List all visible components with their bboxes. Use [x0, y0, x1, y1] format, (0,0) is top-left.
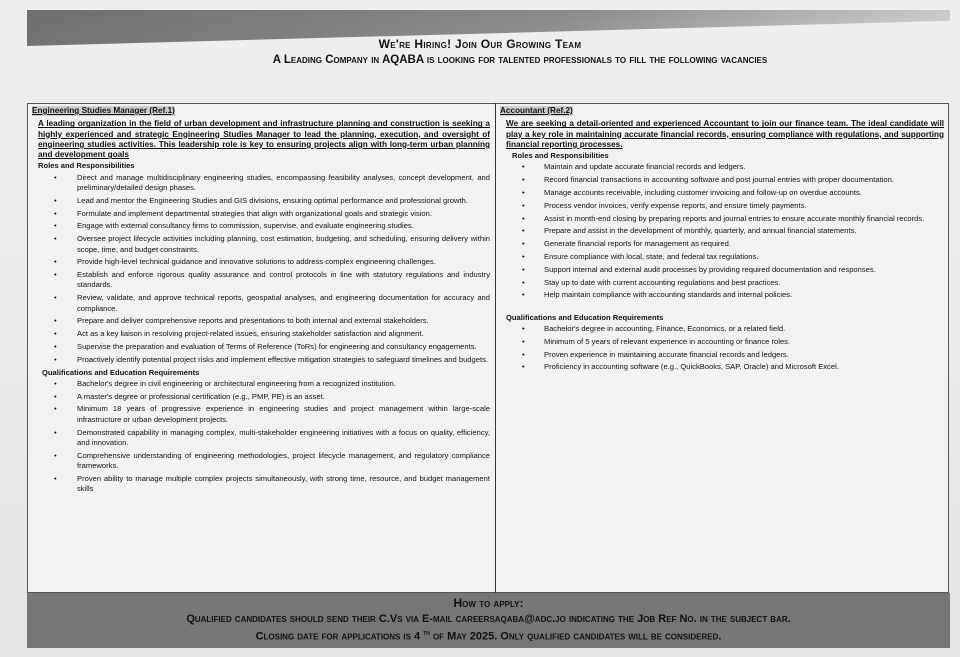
closing-date-suffix: th: [423, 630, 430, 637]
list-item: • Record financial transactions in accounting software and post journal entries with proper documentation.: [500, 175, 944, 185]
closing-date-text-end: of May 2025. Only qualified candidates will be considered.: [429, 630, 722, 643]
job-column-engineering: [32, 106, 490, 497]
list-item: • Prepare and deliver comprehensive reports and presentations to both internal and external stakeholders.: [32, 316, 490, 326]
job-intro: We are seeking a detail-oriented and experienced Accountant to join our finance team. The ideal candidate will play a key role in maintaining accurate financial records, ensuring compliance with regulations, and supporting financial reporting processes.: [506, 119, 944, 149]
how-to-apply-band: [27, 593, 950, 648]
list-item: • A master's degree or professional certification (e.g., PMP, PE) is an asset.: [32, 392, 490, 402]
roles-list: [500, 162, 944, 300]
list-item: • Maintain and update accurate financial records and ledgers.: [500, 162, 944, 172]
closing-date-text: Closing date for applications is 4: [255, 630, 424, 643]
list-item: • Comprehensive understanding of engineering methodologies, project lifecycle management, and regulatory compliance frameworks.: [32, 451, 490, 472]
list-item: • Engage with external consultancy firms to commission, supervise, and evaluate engineering studies.: [32, 221, 490, 231]
company-subheadline: A Leading Company in AQABA is looking for talented professionals to fill the following vacancies: [272, 54, 768, 66]
job-column-accountant: [500, 106, 944, 375]
roles-heading: Roles and Responsibilities: [512, 151, 609, 161]
list-item: • Stay up to date with current accounting regulations and best practices.: [500, 278, 944, 288]
list-item: • Assist in month-end closing by preparing reports and journal entries to ensure accurate monthly financial records.: [500, 214, 944, 224]
list-item: • Minimum 18 years of progressive experience in engineering studies and project management within large-scale infrastructure or urban development projects.: [32, 404, 490, 425]
list-item: • Minimum of 5 years of relevant experience in accounting or finance roles.: [500, 337, 944, 347]
job-title: Accountant (Ref.2): [500, 106, 573, 115]
list-item: • Proven ability to manage multiple complex projects simultaneously, with strong time, resource, and budget management skills: [32, 474, 490, 495]
qualifications-list: [32, 379, 490, 494]
roles-list: [32, 173, 490, 365]
column-divider: [495, 103, 496, 593]
hiring-headline: We're Hiring! Join Our Growing Team: [378, 37, 582, 51]
list-item: • Lead and mentor the Engineering Studies and GIS divisions, ensuring optimal performance and professional growth.: [32, 196, 490, 206]
list-item: • Support internal and external audit processes by providing required documentation and responses.: [500, 265, 944, 275]
list-item: • Bachelor's degree in civil engineering or architectural engineering from a recognized institution.: [32, 379, 490, 389]
list-item: • Process vendor invoices, verify expense reports, and ensure timely payments.: [500, 201, 944, 211]
list-item: • Ensure compliance with local, state, and federal tax regulations.: [500, 252, 944, 262]
list-item: • Prepare and assist in the development of monthly, quarterly, and annual financial statements.: [500, 226, 944, 236]
application-instructions: Qualified candidates should send their C.Vs via E-mail careersaqaba@adc.jo indicating the Job Ref No. in the subject bar.: [186, 613, 791, 625]
qualifications-heading: Qualifications and Education Requirements: [42, 367, 200, 377]
list-item: • Establish and enforce rigorous quality assurance and control protocols in line with statutory regulations and industry standards.: [32, 270, 490, 291]
list-item: • Oversee project lifecycle activities including planning, cost estimation, budgeting, and scheduling, ensuring delivery within scope, time, and budget constraints.: [32, 234, 490, 255]
list-item: • Generate financial reports for management as required.: [500, 239, 944, 249]
closing-date: [27, 630, 950, 643]
job-title: Engineering Studies Manager (Ref.1): [32, 106, 175, 115]
qualifications-heading: Qualifications and Education Requirements: [506, 312, 664, 322]
list-item: • Provide high-level technical guidance and innovative solutions to address complex engineering challenges.: [32, 257, 490, 267]
list-item: • Review, validate, and approve technical reports, geospatial analyses, and engineering documentation for accuracy and compliance.: [32, 293, 490, 314]
list-item: • Direct and manage multidisciplinary engineering studies, encompassing feasibility analyses, concept development, and preliminary/detailed design phases.: [32, 173, 490, 194]
list-item: • Proven experience in maintaining accurate financial records and ledgers.: [500, 350, 944, 360]
list-item: • Demonstrated capability in managing complex, multi-stakeholder engineering initiatives with a focus on quality, efficiency, and innovation.: [32, 428, 490, 449]
list-item: • Bachelor's degree in accounting, Finance, Economics, or a related field.: [500, 324, 944, 334]
list-item: • Proactively identify potential project risks and implement effective mitigation strategies to safeguard timelines and budgets.: [32, 355, 490, 365]
roles-heading: Roles and Responsibilities: [38, 161, 135, 171]
list-item: • Help maintain compliance with accounting standards and internal policies.: [500, 290, 944, 300]
list-item: • Manage accounts receivable, including customer invoicing and follow-up on overdue accounts.: [500, 188, 944, 198]
job-intro: A leading organization in the field of urban development and infrastructure planning and construction is seeking a highly experienced and strategic Engineering Studies Manager to lead the planning, execution, and oversight of engineering studies activities. This leadership role is key to ensuring projects align with long-term urban planning and development goals: [38, 119, 490, 160]
list-item: • Act as a key liaison in resolving project-related issues, ensuring stakeholder satisfaction and alignment.: [32, 329, 490, 339]
qualifications-list: [500, 324, 944, 373]
list-item: • Supervise the preparation and evaluation of Terms of Reference (ToRs) for engineering and consultancy engagements.: [32, 342, 490, 352]
list-item: • Formulate and implement departmental strategies that align with organizational goals and strategic vision.: [32, 209, 490, 219]
how-to-apply-heading: How to apply:: [453, 596, 524, 610]
list-item: • Proficiency in accounting software (e.g., QuickBooks, SAP, Oracle) and Microsoft Excel.: [500, 362, 944, 372]
